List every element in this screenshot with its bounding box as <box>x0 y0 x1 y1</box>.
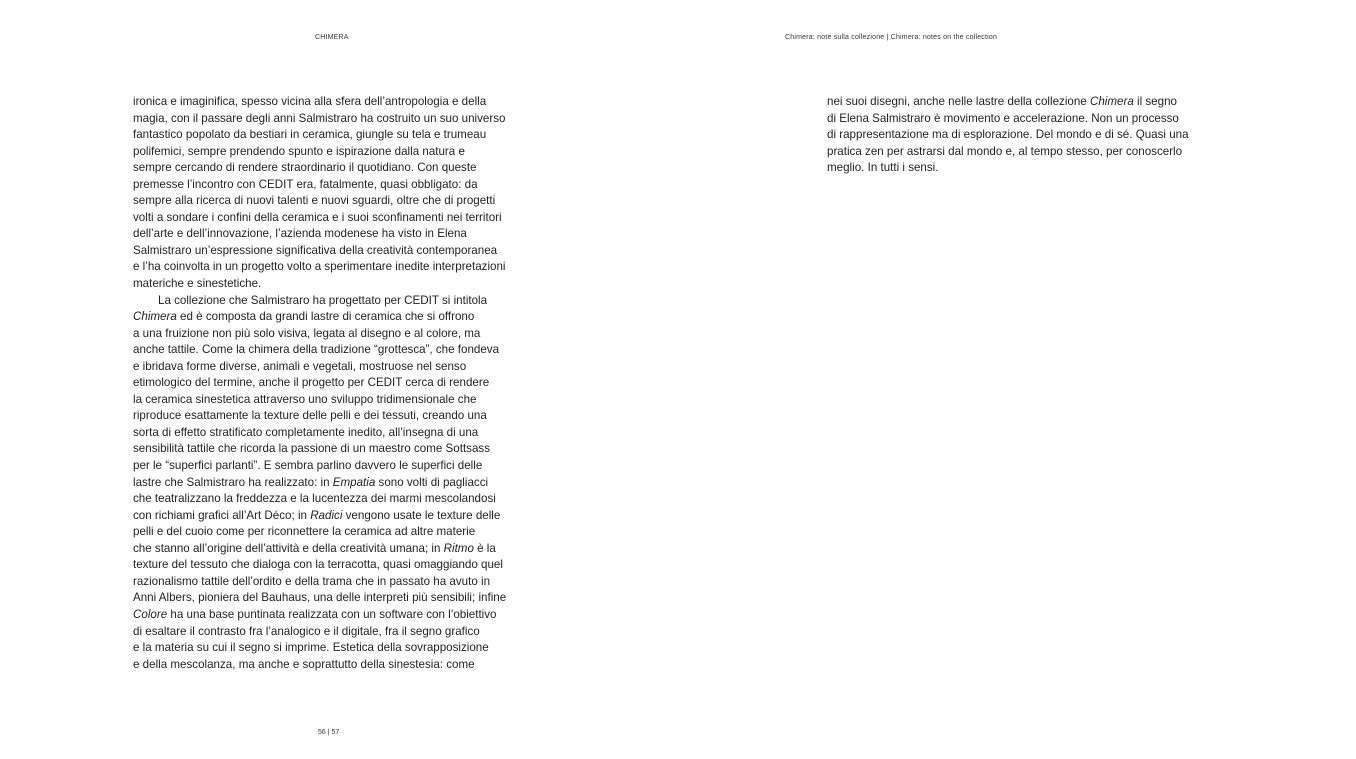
text-run: è la <box>473 541 496 555</box>
text-run: a una fruizione non più solo visiva, legata al disegno e al colore, ma <box>133 326 481 340</box>
text-line <box>133 557 533 574</box>
text-line <box>133 607 533 624</box>
text-line <box>133 590 533 607</box>
text-run: vengono usate le texture delle <box>342 508 501 522</box>
text-run: sono volti di pagliacci <box>375 475 489 489</box>
text-line <box>133 475 533 492</box>
text-run: sempre cercando di rendere straordinario il quotidiano. Con queste <box>133 161 477 175</box>
text-line <box>133 408 533 425</box>
left-text-column <box>133 94 533 673</box>
text-line <box>133 491 533 508</box>
text-run: meglio. In tutti i sensi. <box>827 161 939 175</box>
text-run: pratica zen per astrarsi dal mondo e, al tempo stesso, per conoscerlo <box>827 144 1183 158</box>
text-run: dell’arte e dell’innovazione, l’azienda modenese ha visto in Elena <box>133 227 467 241</box>
italic-title: Chimera <box>1089 95 1134 108</box>
text-line <box>133 524 533 541</box>
text-line <box>133 94 533 111</box>
text-line <box>133 392 533 409</box>
text-line <box>133 574 533 591</box>
text-run: con richiami grafici all’Art Déco; in <box>133 508 311 522</box>
text-run: di esaltare il contrasto fra l’analogico e il digitale, fra il segno grafico <box>133 624 480 638</box>
text-run: sempre alla ricerca di nuovi talenti e nuovi sguardi, oltre che di progetti <box>133 194 496 208</box>
text-line <box>827 94 1217 111</box>
text-run: materiche e sinestetiche. <box>133 277 262 291</box>
italic-title: Colore <box>133 607 168 621</box>
text-run: nei suoi disegni, anche nelle lastre della collezione <box>827 95 1090 108</box>
text-line <box>133 342 533 359</box>
italic-title: Empatia <box>332 475 376 489</box>
text-run: lastre che Salmistraro ha realizzato: in <box>133 475 333 489</box>
text-line <box>133 127 533 144</box>
text-run: per le “superfici parlanti”. E sembra parlino davvero le superfici delle <box>133 459 483 473</box>
text-line <box>133 243 533 260</box>
right-text-column <box>827 94 1217 177</box>
text-run: sorta di effetto stratificato completamente inedito, all’insegna di una <box>133 425 479 439</box>
text-line <box>133 326 533 343</box>
text-run: riproduce esattamente la texture delle pelli e dei tessuti, creando una <box>133 409 487 423</box>
text-line <box>133 541 533 558</box>
text-line <box>827 127 1217 144</box>
page-numbers: 56 | 57 <box>318 729 340 736</box>
text-line <box>827 144 1217 161</box>
text-run: magia, con il passare degli anni Salmistraro ha costruito un suo universo <box>133 111 506 125</box>
text-run: ed è composta da grandi lastre di ceramica che si offrono <box>176 310 475 324</box>
text-run: pelli e del cuoio come per riconnettere la ceramica ad altre materie <box>133 525 476 539</box>
text-line <box>133 144 533 161</box>
text-line <box>133 177 533 194</box>
text-run: che teatralizzano la freddezza e la lucentezza dei marmi mescolandosi <box>133 492 496 506</box>
text-line <box>133 111 533 128</box>
text-line <box>133 359 533 376</box>
text-line <box>133 276 533 293</box>
text-line <box>133 441 533 458</box>
text-line <box>133 640 533 657</box>
text-line <box>827 160 1217 177</box>
text-run: il segno <box>1133 95 1177 108</box>
text-run: etimologico del termine, anche il progetto per CEDIT cerca di rendere <box>133 376 490 390</box>
text-line <box>133 259 533 276</box>
text-run: anche tattile. Come la chimera della tradizione “grottesca”, che fondeva <box>133 343 500 357</box>
italic-title: Chimera <box>133 310 177 324</box>
text-line <box>133 425 533 442</box>
text-run: volti a sondare i confini della ceramica e i suoi sconfinamenti nei territori <box>133 210 502 224</box>
text-run: premesse l’incontro con CEDIT era, fatalmente, quasi obbligato: da <box>133 177 478 191</box>
text-line <box>133 624 533 641</box>
text-run: ha una base puntinata realizzata con un software con l’obiettivo <box>167 607 497 621</box>
text-run: fantastico popolato da bestiari in ceramica, giungle su tela e trumeau <box>133 128 487 142</box>
text-run: di Elena Salmistraro è movimento e accelerazione. Non un processo <box>827 111 1179 125</box>
text-run: e della mescolanza, ma anche e soprattutto della sinestesia: come <box>133 657 475 671</box>
text-line <box>133 210 533 227</box>
text-run: di rappresentazione ma di esplorazione. Del mondo e di sé. Quasi una <box>827 128 1189 142</box>
text-run: Salmistraro un’espressione significativa della creatività contemporanea <box>133 243 498 257</box>
text-run: che stanno all’origine dell’attività e della creatività umana; in <box>133 541 444 555</box>
italic-title: Radici <box>310 508 343 522</box>
text-run: ironica e imaginifica, spesso vicina alla sfera dell’antropologia e della <box>133 95 487 108</box>
text-line <box>827 111 1217 128</box>
text-run: sensibilità tattile che ricorda la passione di un maestro come Sottsass <box>133 442 491 456</box>
text-line <box>133 193 533 210</box>
text-run: Anni Albers, pioniera del Bauhaus, una delle interpreti più sensibili; infine <box>133 591 507 605</box>
text-line <box>133 226 533 243</box>
text-line <box>133 458 533 475</box>
text-line <box>133 657 533 674</box>
text-line <box>133 309 533 326</box>
text-run: polifemici, sempre prendendo spunto e ispirazione dalla natura e <box>133 144 465 158</box>
running-head-left: CHIMERA <box>315 34 349 41</box>
text-run: la ceramica sinestetica attraverso uno sviluppo tridimensionale che <box>133 392 477 406</box>
text-run: La collezione che Salmistraro ha progettato per CEDIT si intitola <box>158 293 488 307</box>
text-line <box>133 508 533 525</box>
text-run: e l’ha coinvolta in un progetto volto a sperimentare inedite interpretazioni <box>133 260 506 274</box>
text-line <box>133 293 533 310</box>
text-line <box>133 375 533 392</box>
text-run: e la materia su cui il segno si imprime. Estetica della sovrapposizione <box>133 641 489 655</box>
text-run: e ibridava forme diverse, animali e vegetali, mostruose nel senso <box>133 359 467 373</box>
text-run: texture del tessuto che dialoga con la terracotta, quasi omaggiando quel <box>133 558 503 572</box>
running-head-right: Chimera: note sulla collezione | Chimera: notes on the collection <box>785 34 998 41</box>
text-line <box>133 160 533 177</box>
italic-title: Ritmo <box>443 541 474 555</box>
text-run: razionalismo tattile dell’ordito e della trama che in passato ha avuto in <box>133 574 491 588</box>
